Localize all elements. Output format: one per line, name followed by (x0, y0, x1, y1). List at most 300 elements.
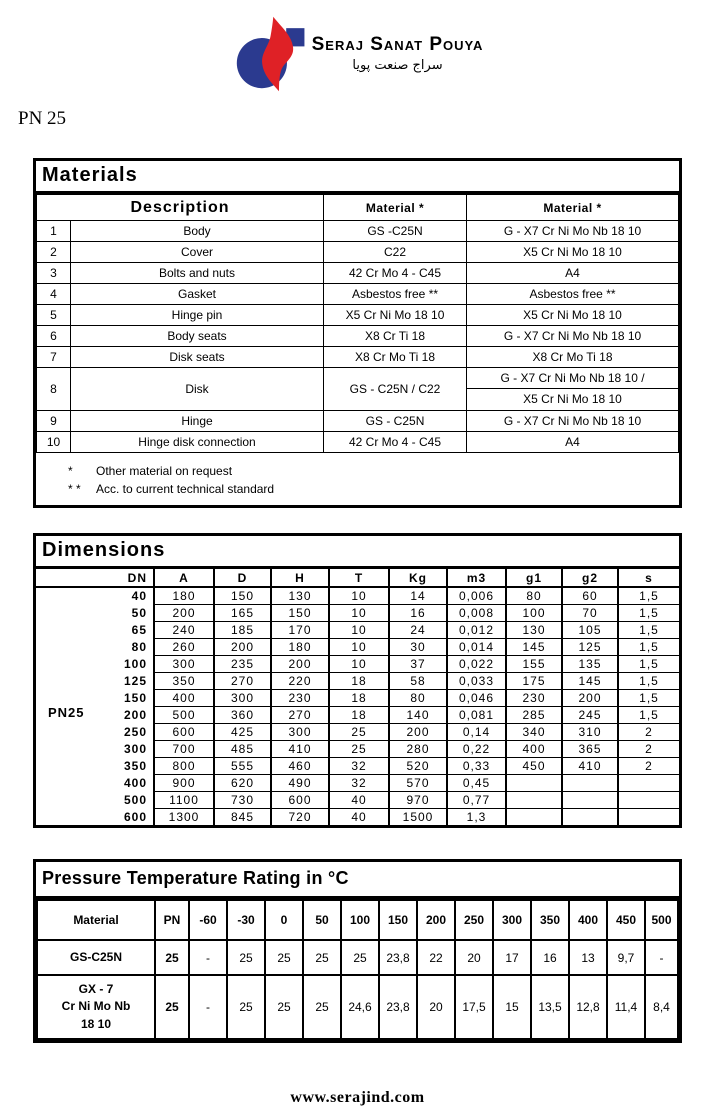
dimensions-header-t: T (329, 569, 389, 587)
dimensions-row (36, 672, 679, 689)
dimensions-header-h: H (271, 569, 329, 587)
dimensions-cell: 300 (214, 689, 271, 706)
dimensions-cell: 520 (389, 757, 447, 774)
dimensions-grid (36, 569, 679, 825)
pressure-material-line: 18 10 (80, 1016, 112, 1031)
dimensions-cell (506, 808, 562, 825)
pressure-value: 25 (265, 975, 303, 1039)
dimensions-row (36, 774, 679, 791)
materials-row-material1: GS - C25N (324, 411, 467, 432)
dimensions-row (36, 604, 679, 621)
materials-row-number: 7 (37, 347, 71, 368)
dimensions-cell: 18 (329, 689, 389, 706)
dimensions-cell (562, 808, 618, 825)
dimensions-cell: 0,081 (447, 706, 506, 723)
dimensions-cell: 485 (214, 740, 271, 757)
dimensions-cell: 0,046 (447, 689, 506, 706)
dimensions-cell: 310 (562, 723, 618, 740)
dimensions-cell: 490 (271, 774, 329, 791)
dimensions-row-dn: 150 (123, 690, 147, 705)
materials-row-number: 4 (37, 284, 71, 305)
dimensions-cell: 235 (214, 655, 271, 672)
dimensions-cell: 0,14 (447, 723, 506, 740)
materials-row-description: Hinge pin (71, 305, 324, 326)
dimensions-cell (562, 791, 618, 808)
materials-footnotes (36, 453, 679, 505)
pressure-body (37, 940, 678, 1039)
dimensions-cell: 24 (389, 621, 447, 638)
dimensions-cell: 150 (271, 604, 329, 621)
materials-row-material2: G - X7 Cr Ni Mo Nb 18 10 (467, 221, 679, 242)
materials-footnote-2 (68, 482, 679, 496)
dimensions-cell: 80 (506, 587, 562, 604)
dimensions-grid-wrap (36, 569, 679, 825)
dimensions-row-dn: 100 (123, 656, 147, 671)
materials-row-material2-line2: X5 Cr Ni Mo 18 10 (523, 392, 622, 406)
materials-row-material2: Asbestos free ** (467, 284, 679, 305)
website-footer: www.serajind.com (290, 1089, 425, 1106)
dimensions-header-kg: Kg (389, 569, 447, 587)
dimensions-cell: 155 (506, 655, 562, 672)
pressure-header-6: 100 (341, 900, 379, 940)
footnote-marker: * (68, 464, 73, 478)
company-logo (0, 0, 715, 96)
materials-row-material2: A4 (467, 432, 679, 453)
pressure-value: 16 (531, 940, 569, 975)
dimensions-cell: 1,5 (618, 621, 679, 638)
dimensions-cell: 130 (506, 621, 562, 638)
dimensions-cell: 280 (389, 740, 447, 757)
dimensions-row (36, 706, 679, 723)
footnote-marker: * * (68, 482, 81, 496)
dimensions-cell: 180 (271, 638, 329, 655)
dimensions-row-dn: 600 (123, 809, 147, 824)
dimensions-cell: 1,5 (618, 638, 679, 655)
materials-row-number: 10 (37, 432, 71, 453)
pressure-header-11: 350 (531, 900, 569, 940)
materials-row-material2: X8 Cr Mo Ti 18 (467, 347, 679, 368)
pn-class-heading: PN 25 (18, 108, 67, 129)
dimensions-cell: 0,014 (447, 638, 506, 655)
dimensions-cell: 58 (389, 672, 447, 689)
materials-row-material2: X5 Cr Ni Mo 18 10 (467, 305, 679, 326)
dimensions-cell: 1,5 (618, 604, 679, 621)
dimensions-row-dn: 40 (131, 589, 147, 603)
dimensions-cell (506, 791, 562, 808)
dimensions-cell: 145 (562, 672, 618, 689)
dimensions-cell (618, 774, 679, 791)
materials-row-description: Hinge disk connection (71, 432, 324, 453)
pressure-header-8: 200 (417, 900, 455, 940)
materials-row-description: Disk seats (71, 347, 324, 368)
materials-row-material2: A4 (467, 263, 679, 284)
dimensions-header-g2: g2 (562, 569, 618, 587)
dimensions-cell: 10 (329, 655, 389, 672)
pressure-row-material (37, 940, 155, 975)
dimensions-cell: 365 (562, 740, 618, 757)
dimensions-cell: 185 (214, 621, 271, 638)
pressure-value: 23,8 (379, 975, 417, 1039)
materials-row-material1: GS - C25N / C22 (324, 368, 467, 411)
dimensions-cell: 1,5 (618, 706, 679, 723)
materials-table (33, 158, 682, 508)
pressure-value: 13 (569, 940, 607, 975)
dimensions-row-dn: 400 (123, 775, 147, 790)
dimensions-header-a: A (154, 569, 214, 587)
materials-header-material2: Material * (467, 195, 679, 221)
dimensions-cell: 80 (389, 689, 447, 706)
dimensions-group-label: PN25 (48, 704, 85, 720)
pressure-value: 24,6 (341, 975, 379, 1039)
pressure-value: 15 (493, 975, 531, 1039)
pressure-value: - (189, 975, 227, 1039)
dimensions-cell: 1500 (389, 808, 447, 825)
pressure-header-10: 300 (493, 900, 531, 940)
dimensions-cell: 845 (214, 808, 271, 825)
dimensions-row-dn: 250 (123, 724, 147, 739)
dimensions-cell: 0,008 (447, 604, 506, 621)
dimensions-cell: 180 (154, 587, 214, 604)
dimensions-cell: 1300 (154, 808, 214, 825)
dimensions-cell: 260 (154, 638, 214, 655)
dimensions-cell: 40 (329, 791, 389, 808)
pressure-value: 17 (493, 940, 531, 975)
dimensions-cell: 600 (154, 723, 214, 740)
pressure-value: 25 (227, 975, 265, 1039)
materials-title: Materials (36, 161, 679, 194)
dimensions-row-dn: 80 (131, 639, 147, 654)
dimensions-cell: 2 (618, 723, 679, 740)
pressure-value: 25 (227, 940, 265, 975)
dimensions-cell: 340 (506, 723, 562, 740)
dimensions-cell: 175 (506, 672, 562, 689)
dimensions-cell: 410 (271, 740, 329, 757)
dimensions-cell: 14 (389, 587, 447, 604)
dimensions-row-dn: 500 (123, 792, 147, 807)
dimensions-cell: 240 (154, 621, 214, 638)
dimensions-cell: 410 (562, 757, 618, 774)
dimensions-header-s: s (618, 569, 679, 587)
dimensions-cell: 500 (154, 706, 214, 723)
dimensions-cell: 0,006 (447, 587, 506, 604)
dimensions-cell: 2 (618, 757, 679, 774)
dimensions-cell: 970 (389, 791, 447, 808)
pressure-material-line: GX - 7 (78, 981, 114, 996)
pressure-header-14: 500 (645, 900, 678, 940)
pressure-value: 12,8 (569, 975, 607, 1039)
materials-row (37, 347, 679, 368)
logo-flame-icon (232, 16, 310, 92)
materials-row-number: 9 (37, 411, 71, 432)
dimensions-cell: 1,3 (447, 808, 506, 825)
dimensions-cell: 285 (506, 706, 562, 723)
materials-row (37, 326, 679, 347)
dimensions-row-dn: 65 (131, 622, 147, 637)
pressure-header-12: 400 (569, 900, 607, 940)
dimensions-cell: 0,012 (447, 621, 506, 638)
dimensions-cell: 0,022 (447, 655, 506, 672)
dimensions-cell: 1,5 (618, 655, 679, 672)
materials-row (37, 432, 679, 453)
dimensions-row (36, 689, 679, 706)
dimensions-cell: 10 (329, 621, 389, 638)
dimensions-table (33, 533, 682, 828)
dimensions-cell (618, 808, 679, 825)
dimensions-cell: 100 (506, 604, 562, 621)
dimensions-cell: 620 (214, 774, 271, 791)
materials-row (37, 411, 679, 432)
materials-row-material1: GS -C25N (324, 221, 467, 242)
dimensions-cell: 170 (271, 621, 329, 638)
dimensions-cell: 730 (214, 791, 271, 808)
pressure-value: 11,4 (607, 975, 645, 1039)
materials-header-description: Description (37, 195, 324, 221)
dimensions-row (36, 791, 679, 808)
dimensions-cell: 25 (329, 723, 389, 740)
materials-row-material2: G - X7 Cr Ni Mo Nb 18 10 (467, 411, 679, 432)
materials-row (37, 305, 679, 326)
pressure-value: 17,5 (455, 975, 493, 1039)
dimensions-row (36, 587, 679, 604)
dimensions-title: Dimensions (36, 536, 679, 569)
materials-header-row (37, 195, 679, 221)
dimensions-cell: 1,5 (618, 672, 679, 689)
pressure-header-0: Material (37, 900, 155, 940)
materials-grid (36, 194, 679, 453)
dimensions-cell: 200 (154, 604, 214, 621)
materials-row-number: 2 (37, 242, 71, 263)
pressure-header-row (37, 900, 678, 940)
materials-row (37, 284, 679, 305)
materials-row-description: Body (71, 221, 324, 242)
dimensions-cell: 200 (271, 655, 329, 672)
dimensions-cell: 270 (214, 672, 271, 689)
pressure-header-13: 450 (607, 900, 645, 940)
dimensions-cell: 230 (506, 689, 562, 706)
materials-row-number: 3 (37, 263, 71, 284)
dimensions-cell: 1,5 (618, 587, 679, 604)
pressure-value: 9,7 (607, 940, 645, 975)
dimensions-row-dn: 50 (131, 605, 147, 620)
dimensions-row (36, 723, 679, 740)
pressure-header-4: 0 (265, 900, 303, 940)
materials-row-material2: X5 Cr Ni Mo 18 10 (467, 242, 679, 263)
dimensions-cell: 230 (271, 689, 329, 706)
dimensions-cell: 0,77 (447, 791, 506, 808)
pressure-value: 25 (303, 940, 341, 975)
materials-header-material1: Material * (324, 195, 467, 221)
pressure-value: 23,8 (379, 940, 417, 975)
pressure-header-7: 150 (379, 900, 417, 940)
dimensions-cell: 400 (154, 689, 214, 706)
dimensions-row-dn: 200 (123, 707, 147, 722)
dimensions-cell: 1100 (154, 791, 214, 808)
dimensions-header-m3: m3 (447, 569, 506, 587)
dimensions-header-d: D (214, 569, 271, 587)
dimensions-cell: 600 (271, 791, 329, 808)
pressure-row-material (37, 975, 155, 1039)
logo-text (312, 35, 484, 73)
pressure-row (37, 975, 678, 1039)
pressure-header-3: -30 (227, 900, 265, 940)
dimensions-cell: 32 (329, 774, 389, 791)
dimensions-row (36, 740, 679, 757)
dimensions-cell: 720 (271, 808, 329, 825)
footnote-text: Acc. to current technical standard (96, 482, 275, 496)
dimensions-cell: 37 (389, 655, 447, 672)
pressure-row (37, 940, 678, 975)
materials-row-material2 (467, 368, 679, 411)
dimensions-body (36, 587, 679, 825)
pressure-rating-table (33, 859, 682, 1043)
materials-row-material1: C22 (324, 242, 467, 263)
dimensions-cell: 125 (562, 638, 618, 655)
dimensions-cell: 400 (506, 740, 562, 757)
dimensions-cell: 10 (329, 638, 389, 655)
dimensions-cell: 165 (214, 604, 271, 621)
dimensions-cell (506, 774, 562, 791)
dimensions-cell: 10 (329, 587, 389, 604)
materials-row (37, 368, 679, 411)
dimensions-cell: 18 (329, 672, 389, 689)
pressure-value: - (189, 940, 227, 975)
materials-row-number: 8 (37, 368, 71, 411)
dimensions-cell: 0,22 (447, 740, 506, 757)
dimensions-cell: 425 (214, 723, 271, 740)
pressure-value: 25 (265, 940, 303, 975)
materials-row-number: 6 (37, 326, 71, 347)
dimensions-cell: 900 (154, 774, 214, 791)
materials-row (37, 221, 679, 242)
dimensions-cell: 145 (506, 638, 562, 655)
dimensions-cell: 0,033 (447, 672, 506, 689)
pressure-header-2: -60 (189, 900, 227, 940)
dimensions-row-dn: 300 (123, 741, 147, 756)
materials-row-description: Bolts and nuts (71, 263, 324, 284)
materials-footnote-1 (68, 464, 679, 478)
materials-row-description: Hinge (71, 411, 324, 432)
dimensions-cell: 140 (389, 706, 447, 723)
pressure-material-line: GS-C25N (69, 949, 122, 964)
dimensions-cell: 555 (214, 757, 271, 774)
materials-body (37, 221, 679, 453)
pressure-value: 22 (417, 940, 455, 975)
dimensions-cell: 2 (618, 740, 679, 757)
dimensions-cell: 350 (154, 672, 214, 689)
dimensions-cell: 200 (562, 689, 618, 706)
dimensions-row (36, 621, 679, 638)
dimensions-cell: 200 (214, 638, 271, 655)
dimensions-row (36, 808, 679, 825)
materials-row (37, 263, 679, 284)
dimensions-cell (562, 774, 618, 791)
dimensions-row (36, 757, 679, 774)
dimensions-cell: 105 (562, 621, 618, 638)
dimensions-row (36, 655, 679, 672)
dimensions-header-dn: DN (36, 569, 154, 587)
dimensions-cell: 16 (389, 604, 447, 621)
dimensions-row (36, 638, 679, 655)
pressure-value: 25 (303, 975, 341, 1039)
dimensions-cell: 18 (329, 706, 389, 723)
dimensions-cell: 245 (562, 706, 618, 723)
dimensions-cell: 300 (271, 723, 329, 740)
dimensions-cell: 800 (154, 757, 214, 774)
pressure-value: 25 (341, 940, 379, 975)
dimensions-cell: 40 (329, 808, 389, 825)
materials-row-material1: X8 Cr Mo Ti 18 (324, 347, 467, 368)
materials-row-number: 1 (37, 221, 71, 242)
dimensions-cell: 300 (154, 655, 214, 672)
dimensions-cell: 700 (154, 740, 214, 757)
dimensions-cell: 135 (562, 655, 618, 672)
dimensions-header-g1: g1 (506, 569, 562, 587)
materials-row-material1: 42 Cr Mo 4 - C45 (324, 263, 467, 284)
dimensions-cell (618, 791, 679, 808)
dimensions-cell: 460 (271, 757, 329, 774)
materials-row-material1: X5 Cr Ni Mo 18 10 (324, 305, 467, 326)
dimensions-cell: 1,5 (618, 689, 679, 706)
materials-row-description: Cover (71, 242, 324, 263)
dimensions-cell: 200 (389, 723, 447, 740)
dimensions-cell: 70 (562, 604, 618, 621)
pressure-grid (36, 899, 679, 1040)
materials-row (37, 242, 679, 263)
pressure-value: 20 (455, 940, 493, 975)
dimensions-cell: 360 (214, 706, 271, 723)
footnote-text: Other material on request (96, 464, 233, 478)
materials-row-description: Disk (71, 368, 324, 411)
company-name-fa: سراج صنعت پویا (352, 57, 443, 73)
materials-row-number: 5 (37, 305, 71, 326)
pressure-value: 13,5 (531, 975, 569, 1039)
pressure-row-pn: 25 (155, 940, 189, 975)
dimensions-row-dn: 350 (123, 758, 147, 773)
dimensions-cell: 270 (271, 706, 329, 723)
dimensions-cell: 60 (562, 587, 618, 604)
materials-row-material1: X8 Cr Ti 18 (324, 326, 467, 347)
dimensions-row-dn: 125 (123, 673, 147, 688)
pressure-value: 20 (417, 975, 455, 1039)
pressure-row-pn: 25 (155, 975, 189, 1039)
company-name-en: Seraj Sanat Pouya (311, 34, 484, 56)
pressure-header-9: 250 (455, 900, 493, 940)
dimensions-cell: 32 (329, 757, 389, 774)
pressure-material-line: Cr Ni Mo Nb (61, 999, 131, 1014)
materials-row-material1: Asbestos free ** (324, 284, 467, 305)
dimensions-cell: 30 (389, 638, 447, 655)
dimensions-cell: 25 (329, 740, 389, 757)
pressure-header-1: PN (155, 900, 189, 940)
dimensions-cell: 130 (271, 587, 329, 604)
dimensions-cell: 220 (271, 672, 329, 689)
dimensions-header-row (36, 569, 679, 587)
materials-row-material2: G - X7 Cr Ni Mo Nb 18 10 (467, 326, 679, 347)
dimensions-cell: 0,45 (447, 774, 506, 791)
pressure-value: - (645, 940, 678, 975)
pressure-rating-title: Pressure Temperature Rating in °C (36, 862, 679, 899)
materials-row-material1: 42 Cr Mo 4 - C45 (324, 432, 467, 453)
pressure-header-5: 50 (303, 900, 341, 940)
materials-row-material2-line1: G - X7 Cr Ni Mo Nb 18 10 / (467, 368, 678, 389)
dimensions-cell: 10 (329, 604, 389, 621)
dimensions-cell: 150 (214, 587, 271, 604)
materials-row-description: Body seats (71, 326, 324, 347)
dimensions-cell: 0,33 (447, 757, 506, 774)
dimensions-cell: 450 (506, 757, 562, 774)
materials-row-description: Gasket (71, 284, 324, 305)
dimensions-cell: 570 (389, 774, 447, 791)
